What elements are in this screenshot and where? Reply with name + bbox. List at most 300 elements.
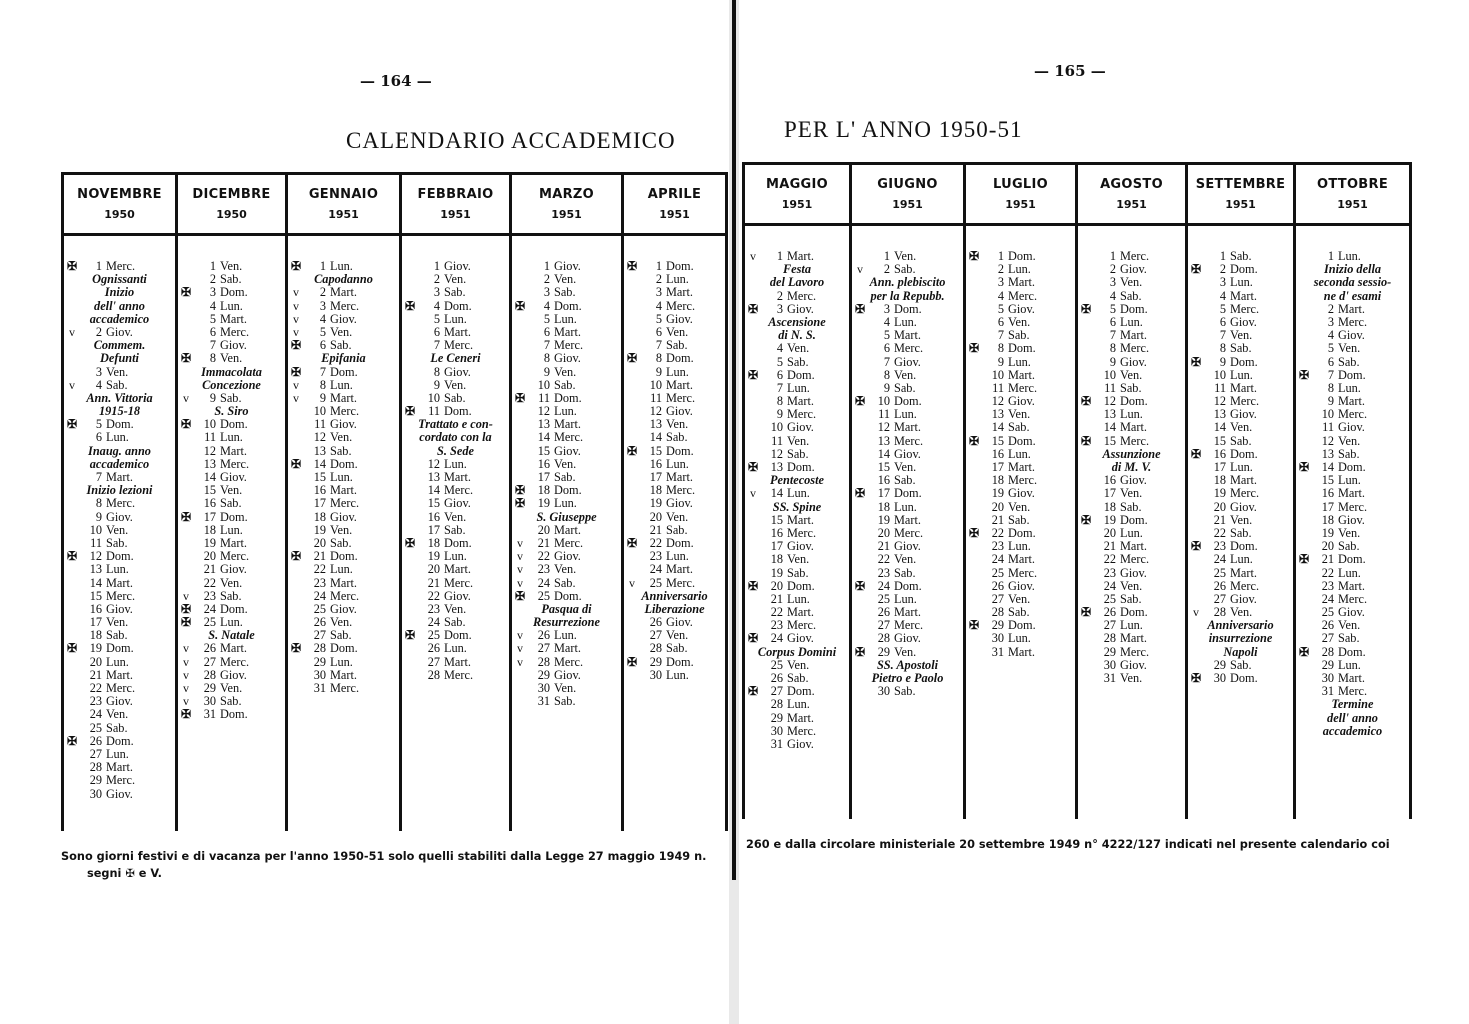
day-number: 19 (427, 549, 440, 564)
day-number: 22 (203, 575, 216, 590)
day-number: 6 (543, 324, 550, 339)
day-number: 12 (877, 420, 890, 435)
day-number: 5 (1109, 301, 1116, 316)
day-number: 20 (991, 499, 1004, 514)
weekday: Giov. (1008, 301, 1035, 316)
month-name: DICEMBRE (192, 187, 271, 202)
holiday-cross-icon: ✠ (180, 601, 192, 616)
day-number: 14 (89, 575, 102, 590)
weekday: Dom. (444, 404, 472, 419)
day-number: 19 (649, 496, 662, 511)
holiday-cross-icon: ✠ (404, 298, 416, 313)
weekday: Lun. (220, 430, 243, 445)
day-number: 27 (877, 618, 890, 633)
weekday: Giov. (787, 631, 814, 646)
weekday: Lun. (787, 380, 810, 395)
day-row (178, 708, 285, 721)
day-number: 8 (1219, 341, 1226, 356)
month-year: 1951 (440, 208, 471, 221)
holiday-cross-icon: ✠ (747, 578, 759, 593)
day-number: 15 (877, 460, 890, 474)
day-note: Ascensione (768, 314, 826, 329)
day-number: 13 (1321, 446, 1334, 461)
weekday: Sab. (1230, 657, 1252, 672)
month-name: GIUGNO (877, 177, 938, 192)
day-number: 20 (649, 509, 662, 524)
weekday: Ven. (330, 615, 353, 630)
vacation-mark: v (183, 641, 189, 656)
holiday-cross-icon: ✠ (854, 301, 866, 316)
day-number: 22 (770, 605, 783, 620)
day-note: per la Repubb. (870, 288, 945, 303)
weekday: Sab. (554, 470, 576, 484)
weekday: Merc. (787, 723, 817, 738)
day-note: cordato con la (419, 430, 492, 445)
day-row (402, 313, 509, 326)
day-number: 2 (1327, 301, 1334, 316)
day-number: 8 (883, 367, 890, 382)
weekday: Ven. (666, 628, 689, 643)
weekday: Dom. (330, 364, 358, 379)
month-column-agosto (1078, 165, 1188, 819)
weekday: Ven. (220, 575, 243, 590)
weekday: Mart. (1120, 539, 1147, 554)
month-year: 1951 (1116, 198, 1147, 211)
weekday: Lun. (554, 311, 577, 326)
day-number: 11 (1322, 420, 1334, 435)
day-number: 16 (1103, 473, 1116, 488)
day-row (512, 379, 621, 392)
weekday: Dom. (787, 684, 815, 699)
day-number: 23 (1213, 539, 1226, 554)
weekday: Dom. (220, 509, 248, 524)
day-number: 30 (313, 667, 326, 682)
weekday: Merc. (220, 654, 250, 669)
day-number: 4 (319, 311, 326, 326)
day-note: di M. V. (1111, 460, 1152, 474)
day-row (288, 445, 399, 458)
weekday: Ven. (1008, 314, 1031, 329)
weekday: Giov. (894, 631, 921, 646)
vacation-mark: v (293, 311, 299, 326)
day-number: 8 (655, 351, 662, 366)
holiday-cross-icon: ✠ (290, 364, 302, 379)
day-number: 24 (203, 601, 216, 616)
holiday-cross-icon: ✠ (180, 417, 192, 432)
day-number: 26 (649, 615, 662, 630)
weekday: Ven. (894, 367, 917, 382)
day-number: 2 (776, 288, 783, 303)
weekday: Mart. (220, 311, 247, 326)
day-row (852, 342, 963, 355)
weekday: Ven. (1230, 328, 1253, 343)
day-row (512, 577, 621, 590)
weekday: Giov. (444, 259, 471, 273)
month-column-ottobre (1296, 165, 1412, 819)
weekday: Mart. (1338, 301, 1365, 316)
day-row (745, 632, 849, 645)
day-number: 28 (1213, 605, 1226, 620)
day-number: 13 (1103, 407, 1116, 422)
weekday: Giov. (1230, 591, 1257, 606)
day-number: 23 (1103, 565, 1116, 580)
weekday: Merc. (444, 575, 474, 590)
month-header (512, 175, 621, 236)
day-number: 19 (770, 565, 783, 580)
weekday: Mart. (787, 710, 814, 725)
day-row (745, 356, 849, 369)
holiday-cross-icon: ✠ (626, 654, 638, 669)
month-days (966, 226, 1075, 659)
day-number: 26 (770, 671, 783, 685)
weekday: Ven. (554, 272, 577, 287)
weekday: Dom. (106, 549, 134, 564)
vacation-mark: v (517, 641, 523, 656)
vacation-mark: v (183, 681, 189, 695)
day-number: 2 (655, 272, 662, 287)
day-row (1078, 290, 1185, 303)
day-row (852, 580, 963, 593)
weekday: Ven. (894, 249, 917, 263)
day-row (1078, 342, 1185, 355)
weekday: Dom. (666, 351, 694, 366)
day-note: Ann. Vittoria (86, 390, 153, 405)
day-row (288, 286, 399, 299)
weekday: Merc. (106, 496, 136, 511)
day-number: 3 (543, 285, 550, 300)
weekday: Giov. (894, 446, 921, 461)
day-number: 13 (1213, 407, 1226, 422)
holiday-cross-icon: ✠ (180, 615, 192, 630)
day-number: 3 (776, 301, 783, 316)
weekday: Merc. (1120, 249, 1150, 263)
right-footer: 260 e dalla circolare ministeriale 20 settembre 1949 n° 4222/127 indicati nel presente calendario coi (746, 838, 1390, 851)
month-name: SETTEMBRE (1195, 177, 1286, 192)
binding-line (732, 0, 736, 880)
weekday: Merc. (1008, 380, 1038, 395)
day-number: 14 (1321, 460, 1334, 474)
day-number: 17 (877, 486, 890, 501)
day-number: 6 (1109, 314, 1116, 329)
day-row (178, 577, 285, 590)
holiday-cross-icon: ✠ (854, 486, 866, 501)
weekday: Merc. (666, 575, 696, 590)
holiday-cross-icon: ✠ (1298, 460, 1310, 474)
day-number: 27 (649, 628, 662, 643)
day-row (1188, 342, 1293, 355)
weekday: Lun. (220, 522, 243, 537)
day-number: 30 (1321, 671, 1334, 685)
day-note: Defunti (100, 351, 139, 366)
day-number: 2 (1219, 262, 1226, 277)
holiday-cross-icon: ✠ (180, 707, 192, 722)
vacation-mark: v (629, 575, 635, 590)
day-number: 8 (319, 377, 326, 392)
day-number: 30 (203, 694, 216, 709)
weekday: Merc. (666, 483, 696, 498)
weekday: Ven. (787, 657, 810, 672)
weekday: Sab. (1008, 328, 1030, 343)
weekday: Mart. (554, 641, 581, 656)
day-number: 25 (1213, 565, 1226, 580)
day-number: 19 (203, 535, 216, 550)
month-days (64, 236, 175, 801)
weekday: Mart. (1338, 394, 1365, 409)
day-number: 12 (1213, 394, 1226, 409)
vacation-mark: v (517, 549, 523, 564)
weekday: Ven. (220, 351, 243, 366)
month-column-dicembre (178, 175, 288, 831)
day-number: 25 (1321, 605, 1334, 620)
weekday: Mart. (220, 535, 247, 550)
day-row (966, 369, 1075, 382)
day-number: 28 (649, 641, 662, 656)
weekday: Mart. (444, 654, 471, 669)
day-number: 30 (1103, 657, 1116, 672)
month-header (402, 175, 509, 236)
weekday: Mart. (1008, 644, 1035, 659)
day-number: 23 (877, 565, 890, 580)
day-number: 30 (991, 631, 1004, 646)
day-row (1188, 303, 1293, 316)
day-row (288, 431, 399, 444)
holiday-cross-icon: ✠ (968, 433, 980, 448)
weekday: Sab. (220, 390, 242, 405)
day-number: 4 (883, 314, 890, 329)
weekday: Mart. (1230, 288, 1257, 303)
month-year: 1951 (328, 208, 359, 221)
day-number: 6 (319, 338, 326, 353)
weekday: Giov. (1120, 565, 1147, 580)
day-row (1078, 487, 1185, 500)
day-row (1296, 303, 1409, 316)
day-number: 14 (877, 446, 890, 461)
day-row (745, 369, 849, 382)
day-number: 15 (1321, 473, 1334, 488)
day-number: 16 (203, 496, 216, 511)
weekday: Mart. (894, 420, 921, 435)
month-year: 1951 (1005, 198, 1036, 211)
day-number: 29 (1321, 657, 1334, 672)
weekday: Dom. (894, 578, 922, 593)
holiday-cross-icon: ✠ (404, 404, 416, 419)
day-number: 17 (991, 460, 1004, 474)
weekday: Lun. (330, 377, 353, 392)
weekday: Merc. (444, 667, 474, 682)
day-row (178, 642, 285, 655)
month-name: LUGLIO (992, 177, 1049, 192)
weekday: Ven. (1120, 578, 1143, 593)
weekday: Merc. (787, 288, 817, 303)
weekday: Sab. (444, 615, 466, 630)
day-row (64, 366, 175, 379)
month-name: APRILE (647, 187, 702, 202)
day-number: 10 (1321, 407, 1334, 422)
weekday: Mart. (1338, 578, 1365, 593)
weekday: Giov. (220, 338, 247, 353)
day-row (966, 567, 1075, 580)
weekday: Giov. (1338, 512, 1365, 527)
month-name: AGOSTO (1100, 177, 1163, 192)
day-number: 23 (313, 575, 326, 590)
weekday: Merc. (666, 390, 696, 405)
day-note: accademico (89, 311, 150, 326)
day-number: 22 (1103, 552, 1116, 567)
month-column-febbraio (402, 175, 512, 831)
day-row (745, 290, 849, 303)
day-number: 26 (991, 578, 1004, 593)
weekday: Giov. (554, 259, 581, 273)
day-note: Pietro e Paolo (871, 671, 944, 685)
weekday: Dom. (666, 259, 694, 273)
day-number: 17 (649, 470, 662, 484)
day-number: 11 (538, 390, 550, 405)
day-number: 12 (89, 549, 102, 564)
weekday: Sab. (554, 575, 576, 590)
day-number: 11 (314, 417, 326, 432)
weekday: Giov. (554, 549, 581, 564)
day-row (402, 563, 509, 576)
day-note: S. Sede (437, 443, 474, 458)
weekday: Ven. (787, 433, 810, 448)
day-number: 28 (877, 631, 890, 646)
day-row (1188, 514, 1293, 527)
day-number: 24 (537, 575, 550, 590)
weekday: Giov. (1120, 262, 1147, 277)
weekday: Mart. (330, 483, 357, 498)
day-number: 5 (95, 417, 102, 432)
day-number: 13 (537, 417, 550, 432)
holiday-cross-icon: ✠ (404, 628, 416, 643)
weekday: Sab. (1120, 288, 1142, 303)
day-number: 10 (313, 404, 326, 419)
day-number: 19 (1213, 486, 1226, 501)
day-row (624, 497, 725, 510)
weekday: Sab. (666, 430, 688, 445)
day-number: 6 (1327, 354, 1334, 369)
day-number: 10 (1103, 367, 1116, 382)
day-number: 27 (203, 654, 216, 669)
vacation-mark: v (517, 535, 523, 550)
day-number: 2 (997, 262, 1004, 277)
weekday: Sab. (1008, 605, 1030, 620)
day-row (288, 682, 399, 695)
day-number: 3 (655, 285, 662, 300)
weekday: Lun. (787, 591, 810, 606)
day-number: 15 (1213, 433, 1226, 448)
day-number: 10 (649, 377, 662, 392)
day-row (624, 577, 725, 590)
day-number: 24 (89, 707, 102, 722)
weekday: Dom. (220, 601, 248, 616)
day-number: 22 (649, 535, 662, 550)
month-year: 1951 (892, 198, 923, 211)
day-row (1296, 435, 1409, 448)
day-number: 12 (991, 394, 1004, 409)
weekday: Giov. (1008, 578, 1035, 593)
day-number: 12 (427, 456, 440, 471)
day-number: 4 (95, 377, 102, 392)
day-number: 18 (203, 522, 216, 537)
day-number: 7 (776, 380, 783, 395)
weekday: Mart. (554, 324, 581, 339)
day-number: 30 (649, 667, 662, 682)
day-number: 28 (1103, 631, 1116, 646)
day-number: 27 (1321, 631, 1334, 646)
weekday: Dom. (894, 394, 922, 409)
weekday: Lun. (1120, 618, 1143, 633)
day-row (1296, 580, 1409, 593)
day-note: Trattato e con- (418, 417, 493, 432)
month-name: GENNAIO (308, 187, 379, 202)
day-number: 21 (649, 522, 662, 537)
day-number: 2 (209, 272, 216, 287)
day-note: dell' anno (1327, 710, 1378, 725)
weekday: Ven. (554, 456, 577, 471)
weekday: Sab. (894, 684, 916, 699)
day-number: 10 (1213, 367, 1226, 382)
month-header (1188, 165, 1293, 226)
weekday: Lun. (1338, 380, 1361, 395)
day-number: 30 (89, 786, 102, 801)
weekday: Giov. (1338, 328, 1365, 343)
weekday: Dom. (787, 367, 815, 382)
day-number: 24 (991, 552, 1004, 567)
weekday: Sab. (554, 694, 576, 709)
day-note: Resurrezione (533, 615, 600, 630)
calendar-table-left (61, 172, 728, 831)
day-number: 31 (991, 644, 1004, 659)
day-note: Ognissanti (92, 272, 147, 287)
day-number: 29 (877, 644, 890, 659)
left-footer (61, 848, 731, 882)
day-number: 9 (209, 390, 216, 405)
weekday: Sab. (1120, 380, 1142, 395)
weekday: Lun. (220, 298, 243, 313)
day-row (1296, 567, 1409, 580)
weekday: Mart. (894, 328, 921, 343)
weekday: Mart. (666, 377, 693, 392)
day-row (1188, 487, 1293, 500)
weekday: Merc. (330, 298, 360, 313)
day-number: 5 (997, 301, 1004, 316)
day-number: 17 (313, 496, 326, 511)
weekday: Sab. (330, 443, 352, 458)
weekday: Lun. (1120, 525, 1143, 540)
day-row (745, 580, 849, 593)
day-number: 13 (649, 417, 662, 432)
day-row (852, 369, 963, 382)
weekday: Sab. (787, 565, 809, 580)
weekday: Sab. (444, 390, 466, 405)
weekday: Ven. (444, 509, 467, 524)
day-row (64, 708, 175, 721)
day-row (512, 590, 621, 603)
day-row (402, 577, 509, 590)
day-row (64, 735, 175, 748)
weekday: Lun. (1008, 262, 1031, 277)
weekday: Merc. (444, 338, 474, 353)
day-number: 24 (1213, 552, 1226, 567)
day-note: Immacolata (201, 364, 262, 379)
day-number: 27 (313, 628, 326, 643)
day-number: 14 (1103, 420, 1116, 435)
weekday: Giov. (1230, 499, 1257, 514)
weekday: Merc. (787, 525, 817, 540)
day-number: 29 (770, 710, 783, 725)
day-number: 21 (770, 591, 783, 606)
day-row (1078, 567, 1185, 580)
